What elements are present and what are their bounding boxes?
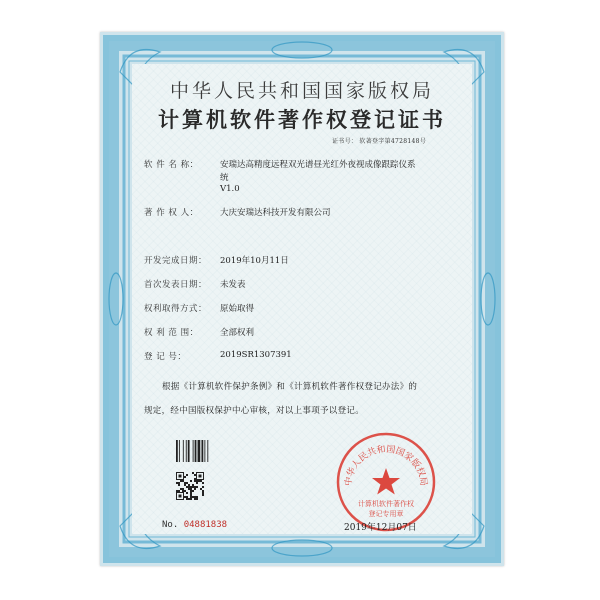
registration-number-value: 2019SR1307391	[220, 350, 292, 360]
scope-label: 权 利 范 围：	[144, 328, 199, 338]
serial-prefix: No.	[162, 520, 179, 530]
barcode	[176, 440, 220, 462]
software-name-line1: 安瑞达高精度远程双光谱昼光红外夜视成像跟踪仪系	[220, 160, 416, 170]
acquisition-value: 原始取得	[220, 304, 255, 314]
owner-label: 著 作 权 人：	[144, 208, 199, 218]
body-text-line2: 规定，经中国版权保护中心审核，对以上事项予以登记。	[144, 406, 365, 416]
issue-date: 2019年12月07日	[344, 523, 417, 533]
issuer-title: 中华人民共和国国家版权局	[169, 80, 434, 102]
seal-top-text: 中华人民共和国国家版权局	[343, 444, 429, 487]
certificate	[100, 32, 504, 566]
software-name-line2: 统	[220, 173, 229, 183]
registration-number-label: 登 记 号：	[144, 352, 187, 362]
acquisition-label: 权利取得方式：	[144, 304, 208, 314]
first-publish-value: 未发表	[220, 280, 246, 290]
completion-date-value: 2019年10月11日	[220, 256, 289, 266]
certificate-title: 计算机软件著作权登记证书	[158, 107, 446, 132]
seal-center-line1: 计算机软件著作权	[358, 500, 414, 508]
official-seal	[334, 430, 438, 534]
completion-date-label: 开发完成日期：	[144, 256, 208, 266]
seal-center-line2: 登记专用章	[368, 510, 404, 518]
first-publish-label: 首次发表日期：	[144, 280, 208, 290]
qr-code	[176, 472, 204, 500]
owner-value: 大庆安瑞达科技开发有限公司	[220, 208, 331, 218]
serial-number	[162, 520, 227, 530]
star-icon	[372, 468, 400, 495]
scope-value: 全部权利	[220, 328, 255, 338]
body-text-line1: 根据《计算机软件保护条例》和《计算机软件著作权登记办法》的	[162, 382, 418, 392]
software-name-label: 软 件 名 称：	[144, 160, 199, 170]
serial-value: 04881838	[183, 520, 228, 530]
certificate-number: 证书号： 软著登字第4728148号	[332, 138, 427, 145]
software-version: V1.0	[220, 184, 240, 194]
